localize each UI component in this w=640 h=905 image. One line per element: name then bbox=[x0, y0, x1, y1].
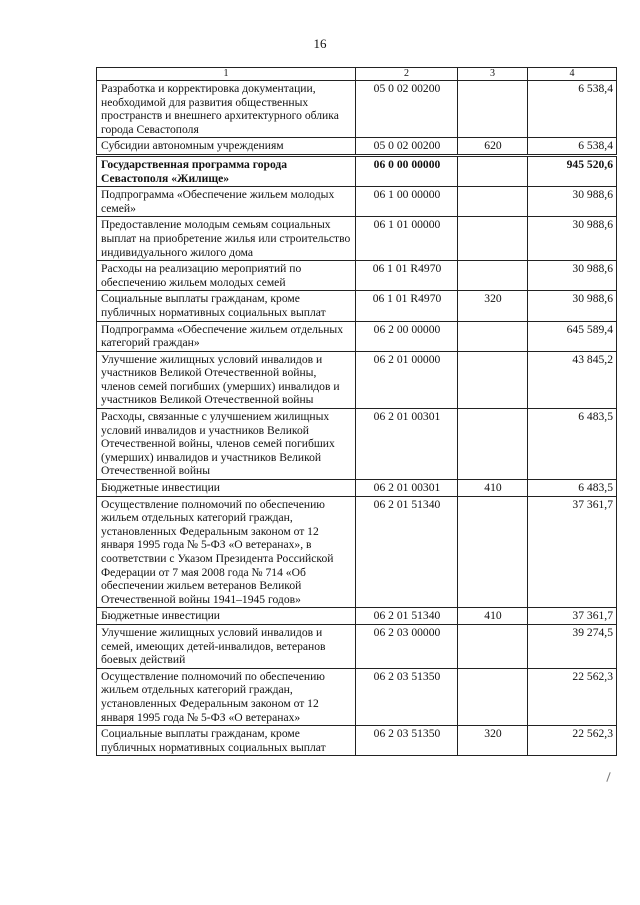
row-expense-type bbox=[458, 496, 528, 608]
column-header-amount: 4 bbox=[528, 68, 617, 81]
row-amount: 6 483,5 bbox=[528, 409, 617, 480]
row-code: 06 1 01 R4970 bbox=[356, 261, 458, 291]
row-code: 06 2 03 00000 bbox=[356, 624, 458, 668]
row-amount: 6 538,4 bbox=[528, 138, 617, 156]
row-amount: 30 988,6 bbox=[528, 291, 617, 321]
column-header-code: 2 bbox=[356, 68, 458, 81]
table-row bbox=[97, 138, 617, 156]
table-row bbox=[97, 81, 617, 138]
row-expense-type bbox=[458, 217, 528, 261]
row-expense-type bbox=[458, 409, 528, 480]
column-header-name: 1 bbox=[97, 68, 356, 81]
row-expense-type: 410 bbox=[458, 608, 528, 625]
budget-table bbox=[96, 67, 617, 756]
row-name: Осуществление полномочий по обеспечению жильем отдельных категорий граждан, установленных Федеральным законом от 12 января 1995 года № 5-ФЗ «О ветеранах», в соответствии с Указом Президента Российской Федерации от 7 мая 2008 года № 714 «Об обеспечении жильем ветеранов Великой Отечественной войны 1941–1945 годов» bbox=[97, 496, 356, 608]
table-row bbox=[97, 155, 617, 186]
row-name: Субсидии автономным учреждениям bbox=[97, 138, 356, 156]
row-name: Подпрограмма «Обеспечение жильем молодых семей» bbox=[97, 187, 356, 217]
table-row bbox=[97, 496, 617, 608]
row-name: Государственная программа города Севастополя «Жилище» bbox=[97, 155, 356, 186]
row-name: Социальные выплаты гражданам, кроме публичных нормативных социальных выплат bbox=[97, 291, 356, 321]
row-expense-type: 320 bbox=[458, 291, 528, 321]
row-amount: 22 562,3 bbox=[528, 668, 617, 725]
row-name: Разработка и корректировка документации, необходимой для развития общественных пространств и внешнего архитектурного облика города Севастополя bbox=[97, 81, 356, 138]
row-name: Подпрограмма «Обеспечение жильем отдельных категорий граждан» bbox=[97, 321, 356, 351]
row-expense-type bbox=[458, 321, 528, 351]
row-code: 06 2 01 51340 bbox=[356, 496, 458, 608]
row-name: Расходы, связанные с улучшением жилищных условий инвалидов и участников Великой Отечественной войны, членов семей погибших (умерших) инвалидов и участников Великой Отечественной войны bbox=[97, 409, 356, 480]
table-row bbox=[97, 217, 617, 261]
row-expense-type bbox=[458, 187, 528, 217]
row-expense-type bbox=[458, 81, 528, 138]
table-row bbox=[97, 187, 617, 217]
column-header-expense-type: 3 bbox=[458, 68, 528, 81]
table-row bbox=[97, 261, 617, 291]
row-name: Улучшение жилищных условий инвалидов и участников Великой Отечественной войны, членов семей погибших (умерших) инвалидов и участников Великой Отечественной войны bbox=[97, 351, 356, 408]
row-amount: 945 520,6 bbox=[528, 155, 617, 186]
table-row bbox=[97, 321, 617, 351]
row-code: 06 2 01 00301 bbox=[356, 480, 458, 497]
row-code: 06 1 01 R4970 bbox=[356, 291, 458, 321]
table-row bbox=[97, 351, 617, 408]
row-code: 06 2 01 00301 bbox=[356, 409, 458, 480]
table-row bbox=[97, 480, 617, 497]
row-amount: 37 361,7 bbox=[528, 608, 617, 625]
row-code: 05 0 02 00200 bbox=[356, 138, 458, 156]
row-amount: 30 988,6 bbox=[528, 261, 617, 291]
row-code: 06 2 03 51350 bbox=[356, 668, 458, 725]
row-expense-type bbox=[458, 624, 528, 668]
row-name: Социальные выплаты гражданам, кроме публичных нормативных социальных выплат bbox=[97, 726, 356, 756]
row-expense-type bbox=[458, 351, 528, 408]
row-amount: 22 562,3 bbox=[528, 726, 617, 756]
row-expense-type bbox=[458, 155, 528, 186]
table-header-row bbox=[97, 68, 617, 81]
row-name: Предоставление молодым семьям социальных выплат на приобретение жилья или строительство индивидуального жилого дома bbox=[97, 217, 356, 261]
row-expense-type bbox=[458, 261, 528, 291]
row-name: Бюджетные инвестиции bbox=[97, 608, 356, 625]
table-body bbox=[97, 81, 617, 756]
table-row bbox=[97, 608, 617, 625]
row-expense-type: 410 bbox=[458, 480, 528, 497]
row-code: 06 2 00 00000 bbox=[356, 321, 458, 351]
table-row bbox=[97, 624, 617, 668]
row-code: 06 2 01 00000 bbox=[356, 351, 458, 408]
row-code: 06 1 01 00000 bbox=[356, 217, 458, 261]
row-expense-type: 620 bbox=[458, 138, 528, 156]
table-row bbox=[97, 668, 617, 725]
page-number: 16 bbox=[313, 36, 327, 51]
row-amount: 6 538,4 bbox=[528, 81, 617, 138]
row-expense-type bbox=[458, 668, 528, 725]
row-name: Бюджетные инвестиции bbox=[97, 480, 356, 497]
row-amount: 6 483,5 bbox=[528, 480, 617, 497]
row-amount: 43 845,2 bbox=[528, 351, 617, 408]
row-amount: 39 274,5 bbox=[528, 624, 617, 668]
row-code: 05 0 02 00200 bbox=[356, 81, 458, 138]
table-row bbox=[97, 726, 617, 756]
row-expense-type: 320 bbox=[458, 726, 528, 756]
row-amount: 645 589,4 bbox=[528, 321, 617, 351]
row-code: 06 2 01 51340 bbox=[356, 608, 458, 625]
table-row bbox=[97, 291, 617, 321]
row-code: 06 2 03 51350 bbox=[356, 726, 458, 756]
row-amount: 30 988,6 bbox=[528, 187, 617, 217]
row-amount: 37 361,7 bbox=[528, 496, 617, 608]
row-amount: 30 988,6 bbox=[528, 217, 617, 261]
table-row bbox=[97, 409, 617, 480]
row-code: 06 0 00 00000 bbox=[356, 155, 458, 186]
row-code: 06 1 00 00000 bbox=[356, 187, 458, 217]
row-name: Осуществление полномочий по обеспечению жильем отдельных категорий граждан, установленных Федеральным законом от 12 января 1995 года № 5-ФЗ «О ветеранах» bbox=[97, 668, 356, 725]
row-name: Расходы на реализацию мероприятий по обеспечению жильем молодых семей bbox=[97, 261, 356, 291]
margin-tick-mark bbox=[606, 772, 610, 782]
row-name: Улучшение жилищных условий инвалидов и семей, имеющих детей-инвалидов, ветеранов боевых действий bbox=[97, 624, 356, 668]
